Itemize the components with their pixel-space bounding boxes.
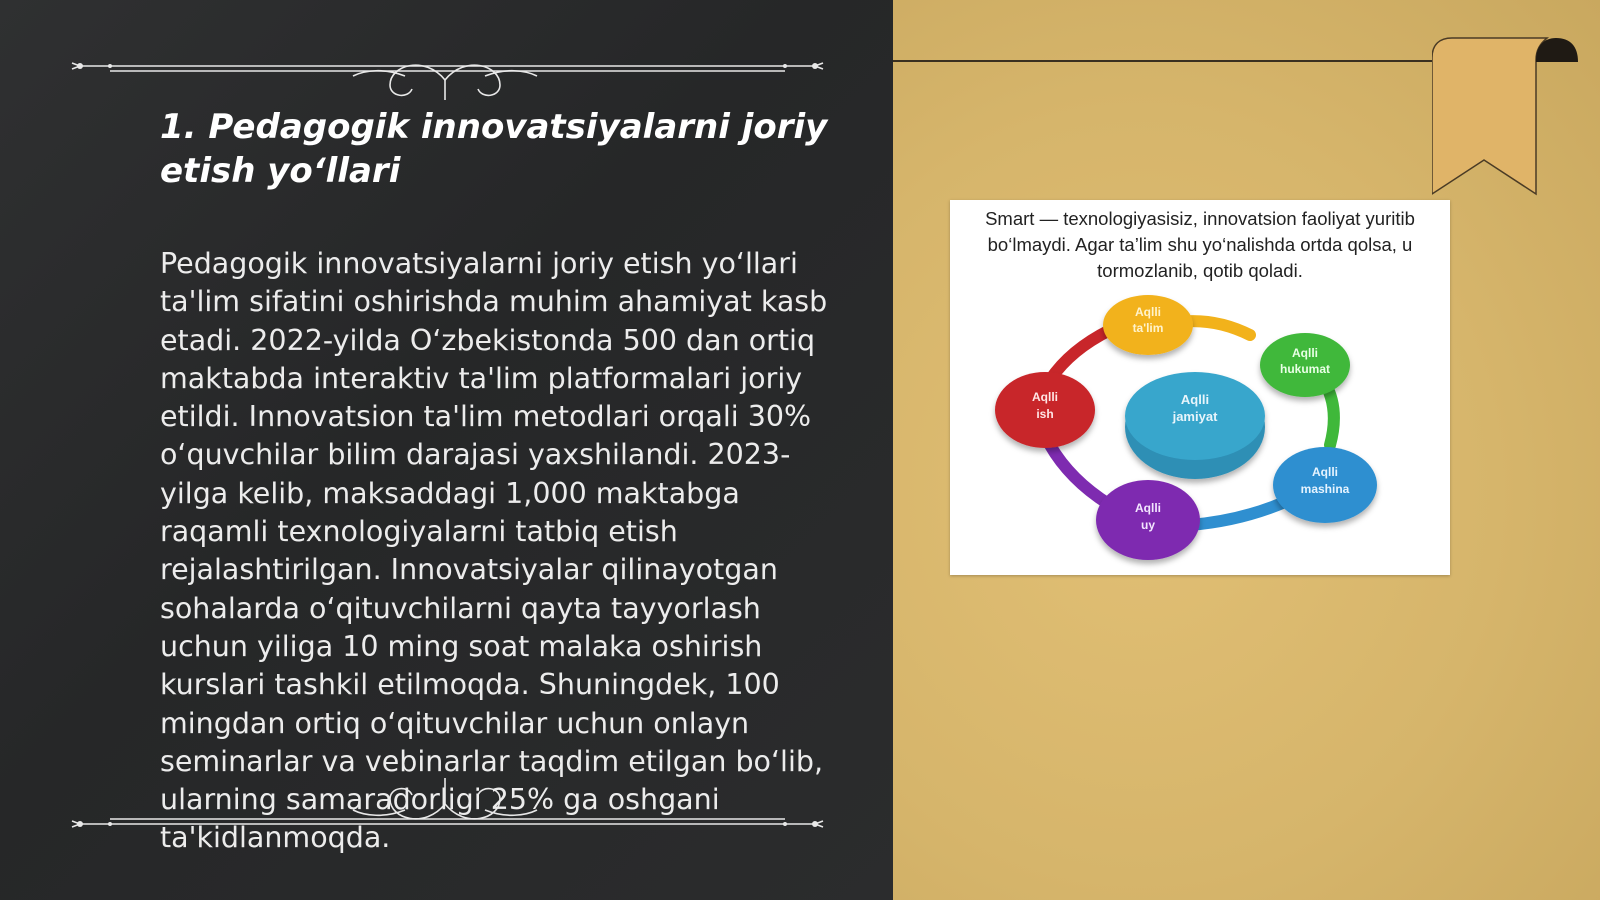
svg-text:Aqlli: Aqlli bbox=[1312, 465, 1338, 479]
ornament-top bbox=[60, 40, 830, 100]
center-node bbox=[1125, 372, 1265, 479]
svg-text:Aqlli: Aqlli bbox=[1135, 501, 1161, 515]
svg-text:uy: uy bbox=[1140, 518, 1156, 532]
image-caption: Smart — texnologiyasisiz, innovatsion faoliyat yuritib bo‘lmaydi. Agar ta’lim shu yo‘nalishda ortda qolsa, u tormozlanib, qotib qoladi. bbox=[985, 208, 1415, 281]
slide-body-text: Pedagogik innovatsiyalarni joriy etish yo‘llari ta'lim sifatini oshirishda muhim ahamiyat kasb etadi. 2022-yilda O‘zbekistonda 500 dan ortiq maktabda interaktiv ta'lim platformalari joriy etildi. Innovatsion ta'lim metodlari orqali 30% o‘quvchilar bilim darajasi yaxshilandi. 2023-yilga kelib, maksaddagi 1,000 maktabga raqamli texnologiyalarni tatbiq etish rejalashtirilgan. Innovatsiyalar qilinayotgan sohalarda o‘qituvchilarni qayta tayyorlash uchun yiliga 10 ming soat malaka oshirish kurslari tashkil etilmoqda. Shuningdek, 100 mingdan ortiq o‘qituvchilar uchun onlayn seminarlar va vebinarlar taqdim etilgan bo‘lib, ularning samaradorligi 25% ga oshgani ta'kidlanmoqda. bbox=[160, 247, 828, 855]
slide-title: 1. Pedagogik innovatsiyalarni joriy etish yo‘llari bbox=[160, 107, 828, 191]
center-label-line1: Aqlli bbox=[1180, 392, 1210, 407]
node-taolim bbox=[1103, 295, 1193, 355]
node-mashina bbox=[1273, 447, 1377, 523]
svg-text:Aqlli: Aqlli bbox=[1032, 390, 1058, 404]
svg-text:Aqlli: Aqlli bbox=[1135, 305, 1161, 319]
center-label-line2: jamiyat bbox=[1172, 409, 1218, 424]
decorative-line bbox=[893, 60, 1438, 62]
svg-text:ish: ish bbox=[1036, 407, 1054, 421]
smart-cycle-diagram bbox=[950, 280, 1450, 575]
node-ish bbox=[995, 372, 1095, 448]
node-hukumat bbox=[1260, 333, 1350, 397]
bookmark-ribbon bbox=[1432, 38, 1547, 194]
smart-diagram-image bbox=[950, 200, 1450, 575]
node-uy bbox=[1096, 480, 1200, 560]
svg-text:mashina: mashina bbox=[1300, 482, 1350, 496]
svg-text:hukumat: hukumat bbox=[1279, 362, 1331, 376]
bookmark-icon bbox=[1432, 36, 1592, 206]
svg-text:Aqlli: Aqlli bbox=[1292, 346, 1318, 360]
svg-text:ta'lim: ta'lim bbox=[1132, 321, 1164, 335]
